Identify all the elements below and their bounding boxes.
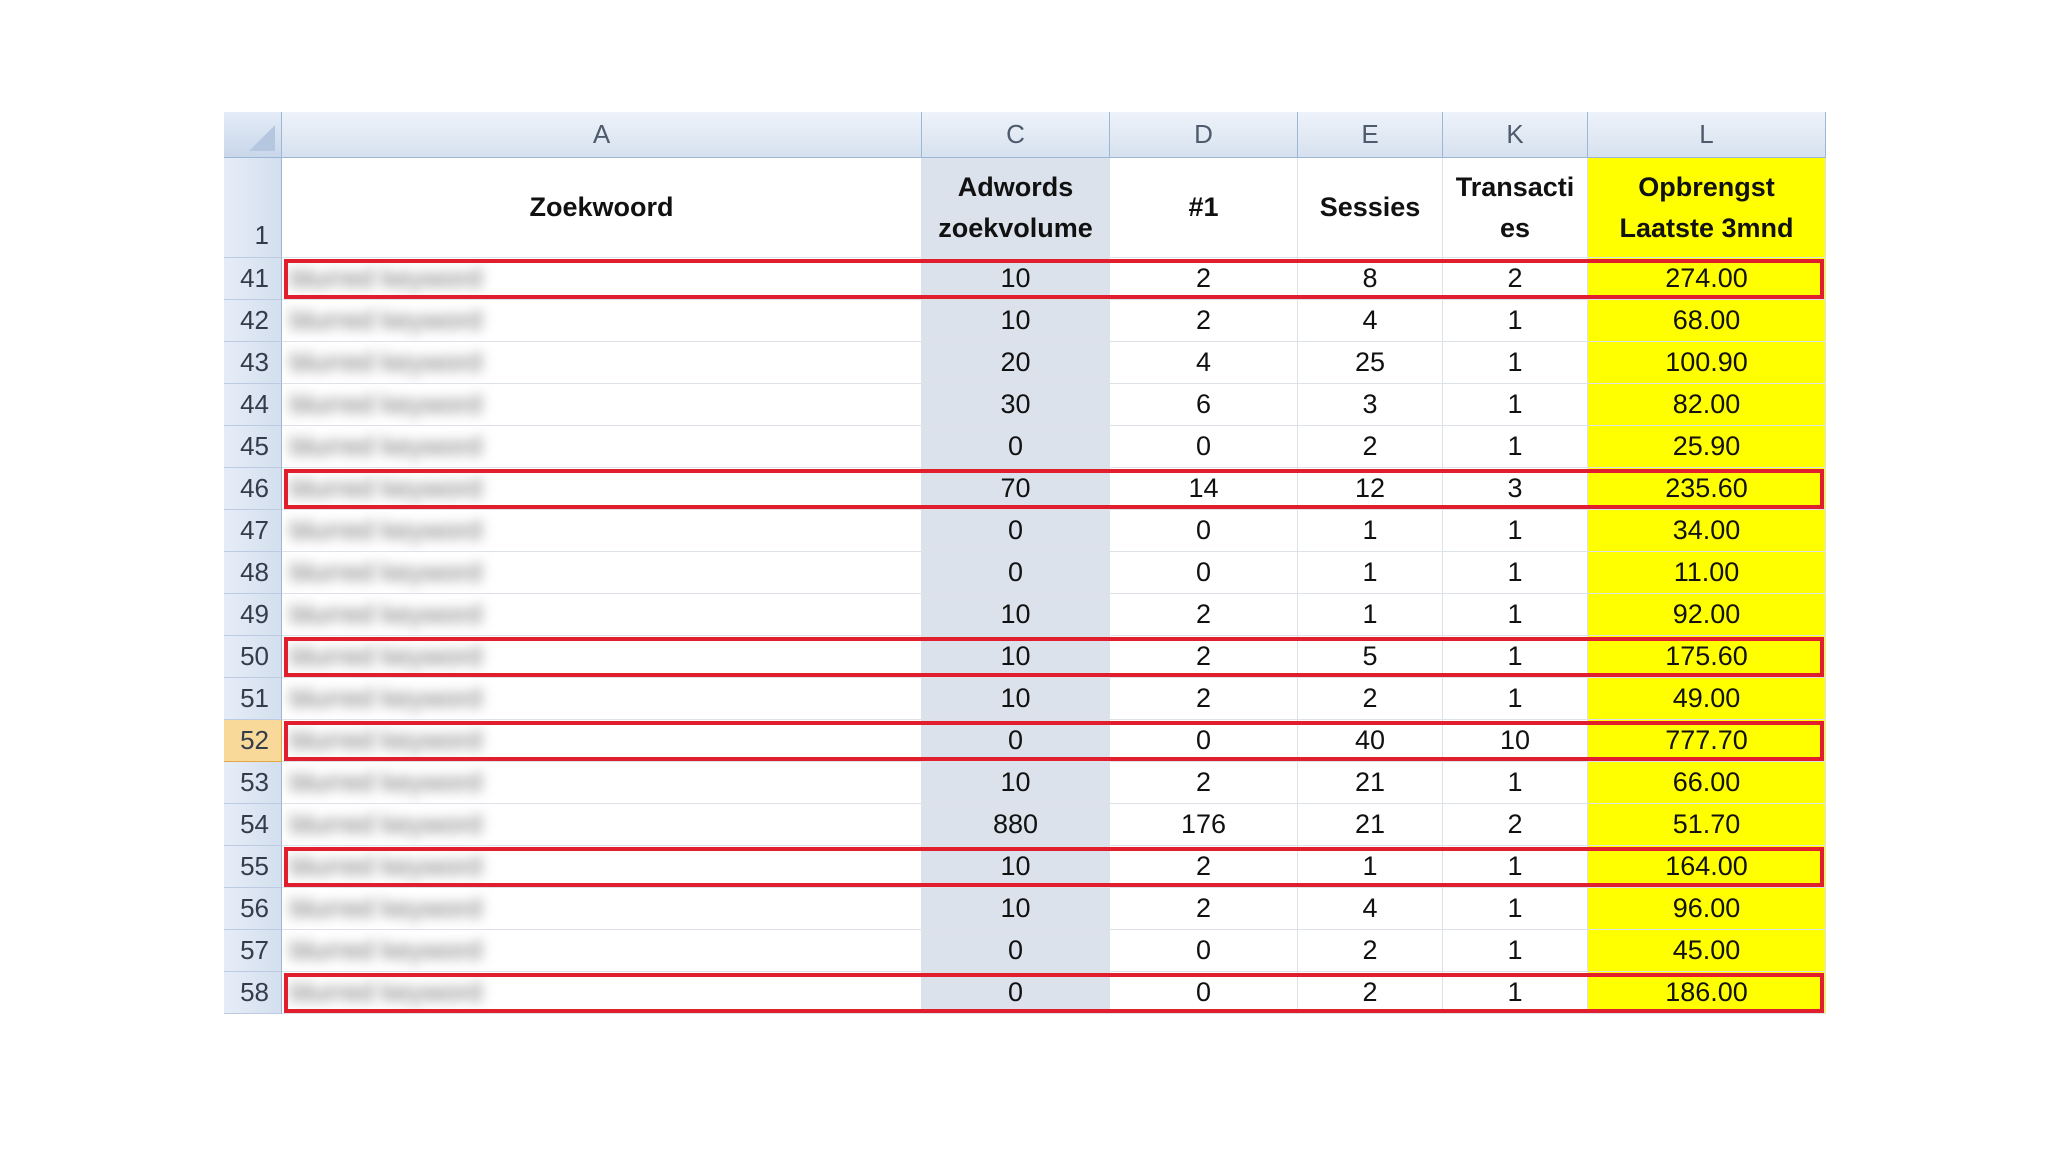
cell-nr1[interactable]: 2 xyxy=(1110,300,1298,342)
cell-opbrengst[interactable]: 235.60 xyxy=(1588,468,1826,510)
cell-keyword[interactable] xyxy=(282,720,922,762)
cell-adwords[interactable]: 10 xyxy=(922,678,1110,720)
row-header[interactable]: 42 xyxy=(224,300,282,342)
cell-opbrengst[interactable]: 274.00 xyxy=(1588,258,1826,300)
cell-adwords[interactable]: 10 xyxy=(922,636,1110,678)
table-row xyxy=(224,930,1826,972)
table-row xyxy=(224,300,1826,342)
cell-sessies[interactable]: 4 xyxy=(1298,300,1443,342)
header-cell-nr1[interactable]: #1 xyxy=(1110,158,1298,258)
cell-transacties[interactable]: 1 xyxy=(1443,972,1588,1014)
cell-opbrengst[interactable]: 45.00 xyxy=(1588,930,1826,972)
cell-transacties[interactable]: 1 xyxy=(1443,426,1588,468)
cell-nr1[interactable]: 0 xyxy=(1110,552,1298,594)
cell-nr1[interactable]: 176 xyxy=(1110,804,1298,846)
blurred-keyword: blurred keyword xyxy=(290,851,483,881)
cell-sessies[interactable]: 21 xyxy=(1298,762,1443,804)
cell-transacties[interactable]: 1 xyxy=(1443,300,1588,342)
cell-adwords[interactable]: 0 xyxy=(922,426,1110,468)
cell-transacties[interactable]: 1 xyxy=(1443,762,1588,804)
table-row xyxy=(224,636,1826,678)
cell-nr1[interactable]: 6 xyxy=(1110,384,1298,426)
cell-sessies[interactable]: 1 xyxy=(1298,510,1443,552)
cell-sessies[interactable]: 1 xyxy=(1298,552,1443,594)
sheet-body xyxy=(224,112,1826,1014)
cell-opbrengst[interactable]: 164.00 xyxy=(1588,846,1826,888)
cell-nr1[interactable]: 0 xyxy=(1110,510,1298,552)
row-header[interactable]: 56 xyxy=(224,888,282,930)
cell-sessies[interactable]: 2 xyxy=(1298,972,1443,1014)
table-row xyxy=(224,888,1826,930)
row-header[interactable]: 46 xyxy=(224,468,282,510)
cell-nr1[interactable]: 0 xyxy=(1110,720,1298,762)
cell-nr1[interactable]: 0 xyxy=(1110,930,1298,972)
table-row xyxy=(224,384,1826,426)
cell-nr1[interactable]: 4 xyxy=(1110,342,1298,384)
cell-adwords[interactable]: 70 xyxy=(922,468,1110,510)
header-cell-zoekwoord[interactable]: Zoekwoord xyxy=(282,158,922,258)
blurred-keyword: blurred keyword xyxy=(290,389,483,419)
header-cell-transacties[interactable]: Transacti es xyxy=(1443,158,1588,258)
cell-keyword[interactable] xyxy=(282,762,922,804)
cell-adwords[interactable]: 10 xyxy=(922,888,1110,930)
table-row xyxy=(224,804,1826,846)
blurred-keyword: blurred keyword xyxy=(290,557,483,587)
cell-adwords[interactable]: 0 xyxy=(922,510,1110,552)
cell-keyword[interactable] xyxy=(282,258,922,300)
cell-sessies[interactable]: 1 xyxy=(1298,846,1443,888)
blurred-keyword: blurred keyword xyxy=(290,641,483,671)
cell-keyword[interactable] xyxy=(282,678,922,720)
cell-keyword[interactable] xyxy=(282,510,922,552)
cell-transacties[interactable]: 2 xyxy=(1443,258,1588,300)
row-header[interactable]: 54 xyxy=(224,804,282,846)
cell-nr1[interactable]: 2 xyxy=(1110,636,1298,678)
blurred-keyword: blurred keyword xyxy=(290,809,483,839)
cell-nr1[interactable]: 14 xyxy=(1110,468,1298,510)
table-row xyxy=(224,720,1826,762)
cell-sessies[interactable]: 2 xyxy=(1298,678,1443,720)
cell-nr1[interactable]: 2 xyxy=(1110,594,1298,636)
cell-opbrengst[interactable]: 51.70 xyxy=(1588,804,1826,846)
blurred-keyword: blurred keyword xyxy=(290,263,483,293)
cell-opbrengst[interactable]: 66.00 xyxy=(1588,762,1826,804)
row-header[interactable]: 47 xyxy=(224,510,282,552)
blurred-keyword: blurred keyword xyxy=(290,767,483,797)
cell-sessies[interactable]: 1 xyxy=(1298,594,1443,636)
cell-sessies[interactable]: 40 xyxy=(1298,720,1443,762)
cell-adwords[interactable]: 0 xyxy=(922,972,1110,1014)
cell-transacties[interactable]: 1 xyxy=(1443,510,1588,552)
cell-opbrengst[interactable]: 82.00 xyxy=(1588,384,1826,426)
column-header-row xyxy=(224,112,1826,158)
blurred-keyword: blurred keyword xyxy=(290,977,483,1007)
row-header[interactable]: 55 xyxy=(224,846,282,888)
cell-nr1[interactable]: 2 xyxy=(1110,888,1298,930)
row-header[interactable]: 57 xyxy=(224,930,282,972)
row-header[interactable]: 53 xyxy=(224,762,282,804)
cell-opbrengst[interactable]: 49.00 xyxy=(1588,678,1826,720)
header-cell-sessies[interactable]: Sessies xyxy=(1298,158,1443,258)
header-row xyxy=(224,158,1826,258)
table-row xyxy=(224,552,1826,594)
cell-sessies[interactable]: 4 xyxy=(1298,888,1443,930)
blurred-keyword: blurred keyword xyxy=(290,683,483,713)
select-all-triangle-icon xyxy=(249,125,275,151)
cell-opbrengst[interactable]: 68.00 xyxy=(1588,300,1826,342)
cell-opbrengst[interactable]: 175.60 xyxy=(1588,636,1826,678)
cell-keyword[interactable] xyxy=(282,342,922,384)
row-header[interactable]: 51 xyxy=(224,678,282,720)
cell-adwords[interactable]: 0 xyxy=(922,930,1110,972)
cell-sessies[interactable]: 5 xyxy=(1298,636,1443,678)
row-header[interactable]: 44 xyxy=(224,384,282,426)
cell-opbrengst[interactable]: 25.90 xyxy=(1588,426,1826,468)
blurred-keyword: blurred keyword xyxy=(290,935,483,965)
cell-keyword[interactable] xyxy=(282,846,922,888)
cell-sessies[interactable]: 21 xyxy=(1298,804,1443,846)
cell-opbrengst[interactable]: 92.00 xyxy=(1588,594,1826,636)
table-row xyxy=(224,426,1826,468)
blurred-keyword: blurred keyword xyxy=(290,347,483,377)
select-all-corner[interactable] xyxy=(224,112,282,158)
cell-nr1[interactable]: 2 xyxy=(1110,258,1298,300)
cell-transacties[interactable]: 1 xyxy=(1443,846,1588,888)
cell-keyword[interactable] xyxy=(282,426,922,468)
cell-adwords[interactable]: 20 xyxy=(922,342,1110,384)
cell-nr1[interactable]: 0 xyxy=(1110,972,1298,1014)
column-header-k[interactable]: K xyxy=(1443,112,1588,158)
table-row xyxy=(224,594,1826,636)
spreadsheet-grid xyxy=(224,112,1826,1028)
cell-nr1[interactable]: 2 xyxy=(1110,678,1298,720)
table-row xyxy=(224,342,1826,384)
cell-keyword[interactable] xyxy=(282,930,922,972)
cell-adwords[interactable]: 30 xyxy=(922,384,1110,426)
cell-sessies[interactable]: 3 xyxy=(1298,384,1443,426)
cell-adwords[interactable]: 10 xyxy=(922,594,1110,636)
cell-opbrengst[interactable]: 777.70 xyxy=(1588,720,1826,762)
cell-transacties[interactable]: 1 xyxy=(1443,636,1588,678)
blurred-keyword: blurred keyword xyxy=(290,473,483,503)
blurred-keyword: blurred keyword xyxy=(290,515,483,545)
row-header[interactable]: 48 xyxy=(224,552,282,594)
cell-nr1[interactable]: 0 xyxy=(1110,426,1298,468)
cell-opbrengst[interactable]: 11.00 xyxy=(1588,552,1826,594)
cell-keyword[interactable] xyxy=(282,594,922,636)
column-header-l[interactable]: L xyxy=(1588,112,1826,158)
table-row xyxy=(224,468,1826,510)
row-header[interactable]: 50 xyxy=(224,636,282,678)
cell-opbrengst[interactable]: 186.00 xyxy=(1588,972,1826,1014)
cell-transacties[interactable]: 1 xyxy=(1443,384,1588,426)
cell-sessies[interactable]: 2 xyxy=(1298,930,1443,972)
header-cell-opbrengst[interactable]: Opbrengst Laatste 3mnd xyxy=(1588,158,1826,258)
row-header[interactable]: 52 xyxy=(224,720,282,762)
row-header[interactable]: 41 xyxy=(224,258,282,300)
row-header[interactable]: 49 xyxy=(224,594,282,636)
cell-adwords[interactable]: 10 xyxy=(922,300,1110,342)
cell-keyword[interactable] xyxy=(282,468,922,510)
cell-nr1[interactable]: 2 xyxy=(1110,846,1298,888)
row-header[interactable]: 45 xyxy=(224,426,282,468)
header-cell-adwords[interactable]: Adwords zoekvolume xyxy=(922,158,1110,258)
blurred-keyword: blurred keyword xyxy=(290,599,483,629)
cell-adwords[interactable]: 880 xyxy=(922,804,1110,846)
table-row xyxy=(224,762,1826,804)
cell-keyword[interactable] xyxy=(282,384,922,426)
cell-sessies[interactable]: 25 xyxy=(1298,342,1443,384)
cell-keyword[interactable] xyxy=(282,804,922,846)
row-header[interactable]: 1 xyxy=(224,158,282,258)
data-rows xyxy=(224,258,1826,1014)
column-header-d[interactable]: D xyxy=(1110,112,1298,158)
table-row xyxy=(224,972,1826,1014)
cell-transacties[interactable]: 10 xyxy=(1443,720,1588,762)
column-header-c[interactable]: C xyxy=(922,112,1110,158)
cell-adwords[interactable]: 0 xyxy=(922,720,1110,762)
cell-sessies[interactable]: 12 xyxy=(1298,468,1443,510)
cell-transacties[interactable]: 1 xyxy=(1443,888,1588,930)
cell-keyword[interactable] xyxy=(282,888,922,930)
blurred-keyword: blurred keyword xyxy=(290,305,483,335)
cell-sessies[interactable]: 2 xyxy=(1298,426,1443,468)
cell-transacties[interactable]: 1 xyxy=(1443,930,1588,972)
cell-transacties[interactable]: 1 xyxy=(1443,552,1588,594)
cell-opbrengst[interactable]: 100.90 xyxy=(1588,342,1826,384)
cell-adwords[interactable]: 10 xyxy=(922,258,1110,300)
cell-adwords[interactable]: 10 xyxy=(922,762,1110,804)
cell-transacties[interactable]: 1 xyxy=(1443,594,1588,636)
column-header-a[interactable]: A xyxy=(282,112,922,158)
cell-adwords[interactable]: 0 xyxy=(922,552,1110,594)
blurred-keyword: blurred keyword xyxy=(290,893,483,923)
table-row xyxy=(224,678,1826,720)
blurred-keyword: blurred keyword xyxy=(290,431,483,461)
cell-opbrengst[interactable]: 34.00 xyxy=(1588,510,1826,552)
cell-transacties[interactable]: 1 xyxy=(1443,678,1588,720)
cell-keyword[interactable] xyxy=(282,636,922,678)
table-row xyxy=(224,258,1826,300)
cell-opbrengst[interactable]: 96.00 xyxy=(1588,888,1826,930)
cell-transacties[interactable]: 2 xyxy=(1443,804,1588,846)
cell-transacties[interactable]: 3 xyxy=(1443,468,1588,510)
row-header[interactable]: 58 xyxy=(224,972,282,1014)
column-header-e[interactable]: E xyxy=(1298,112,1443,158)
row-header[interactable]: 43 xyxy=(224,342,282,384)
table-row xyxy=(224,510,1826,552)
cell-keyword[interactable] xyxy=(282,300,922,342)
cell-nr1[interactable]: 2 xyxy=(1110,762,1298,804)
cell-sessies[interactable]: 8 xyxy=(1298,258,1443,300)
blurred-keyword: blurred keyword xyxy=(290,725,483,755)
cell-transacties[interactable]: 1 xyxy=(1443,342,1588,384)
cell-keyword[interactable] xyxy=(282,552,922,594)
table-row xyxy=(224,846,1826,888)
cell-adwords[interactable]: 10 xyxy=(922,846,1110,888)
cell-keyword[interactable] xyxy=(282,972,922,1014)
